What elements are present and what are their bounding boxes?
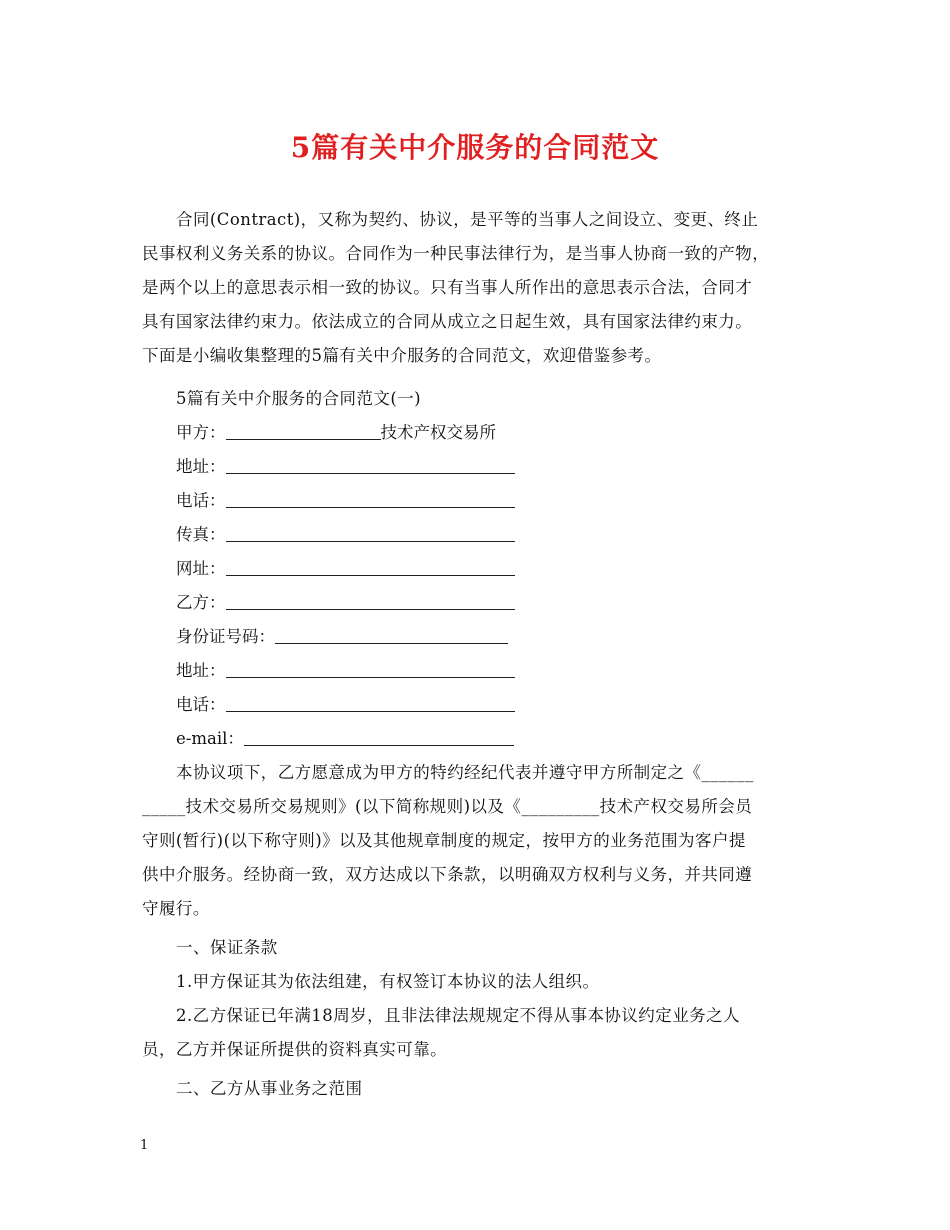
field-label: 地址： [176,661,226,680]
field-label: 传真： [176,525,226,544]
intro-line: 是两个以上的意思表示相一致的协议。只有当事人所作出的意思表示合法，合同才 [142,278,753,297]
fax-field [176,518,515,552]
clause-1-item-continued: 员，乙方并保证所提供的资料真实可靠。 [142,1040,448,1059]
field-label: 电话： [176,695,226,714]
field-label: 乙方： [176,593,226,612]
field-label: 电话： [176,491,226,510]
email-field [176,722,514,756]
address-field [176,654,515,688]
field-blank [226,523,515,542]
page-number: 1 [140,1138,149,1153]
field-label: 身份证号码： [176,627,275,646]
party-a-field [176,416,496,450]
field-blank [244,727,514,746]
phone-field [176,484,515,518]
section-heading: 5篇有关中介服务的合同范文(一) [176,389,422,408]
field-label: e-mail： [176,729,244,748]
agreement-line: 守则(暂行)(以下称守则)》以及其他规章制度的规定，按甲方的业务范围为客户提 [142,831,746,850]
agreement-line: 供中介服务。经协商一致，双方达成以下条款，以明确双方权利与义务，并共同遵 [142,865,753,884]
agreement-line: 守履行。 [142,899,210,918]
agreement-line: _____技术交易所交易规则》(以下简称规则)以及《_________技术产权交易所会员 [142,797,753,816]
clause-1-item: 2.乙方保证已年满18周岁，且非法律法规规定不得从事本协议约定业务之人 [176,1006,740,1025]
field-blank [226,489,515,508]
party-a-label: 甲方： [176,423,226,442]
clause-1-item: 1.甲方保证其为依法组建，有权签订本协议的法人组织。 [176,972,600,991]
field-blank [226,455,515,474]
intro-line: 具有国家法律约束力。依法成立的合同从成立之日起生效，具有国家法律约束力。 [142,312,753,331]
document-title: 5篇有关中介服务的合同范文 [290,131,660,164]
clause-1-heading: 一、保证条款 [176,938,278,957]
field-blank [226,557,515,576]
party-b-field [176,586,515,620]
party-a-suffix: 技术产权交易所 [380,423,496,442]
field-blank [226,659,515,678]
intro-line: 民事权利义务关系的协议。合同作为一种民事法律行为，是当事人协商一致的产物， [142,244,770,263]
intro-line: 合同(Contract)，又称为契约、协议，是平等的当事人之间设立、变更、终止 [176,210,759,229]
address-field [176,450,515,484]
party-a-blank [226,421,381,440]
agreement-line: 本协议项下，乙方愿意成为甲方的特约经纪代表并遵守甲方所制定之《______ [176,763,754,782]
field-blank [226,591,515,610]
field-label: 地址： [176,457,226,476]
field-blank [226,693,515,712]
field-label: 网址： [176,559,226,578]
clause-2-heading: 二、乙方从事业务之范围 [176,1079,363,1098]
intro-line: 下面是小编收集整理的5篇有关中介服务的合同范文，欢迎借鉴参考。 [142,346,662,365]
id-number-field [176,620,508,654]
field-blank [275,625,508,644]
website-field [176,552,515,586]
phone-field [176,688,515,722]
